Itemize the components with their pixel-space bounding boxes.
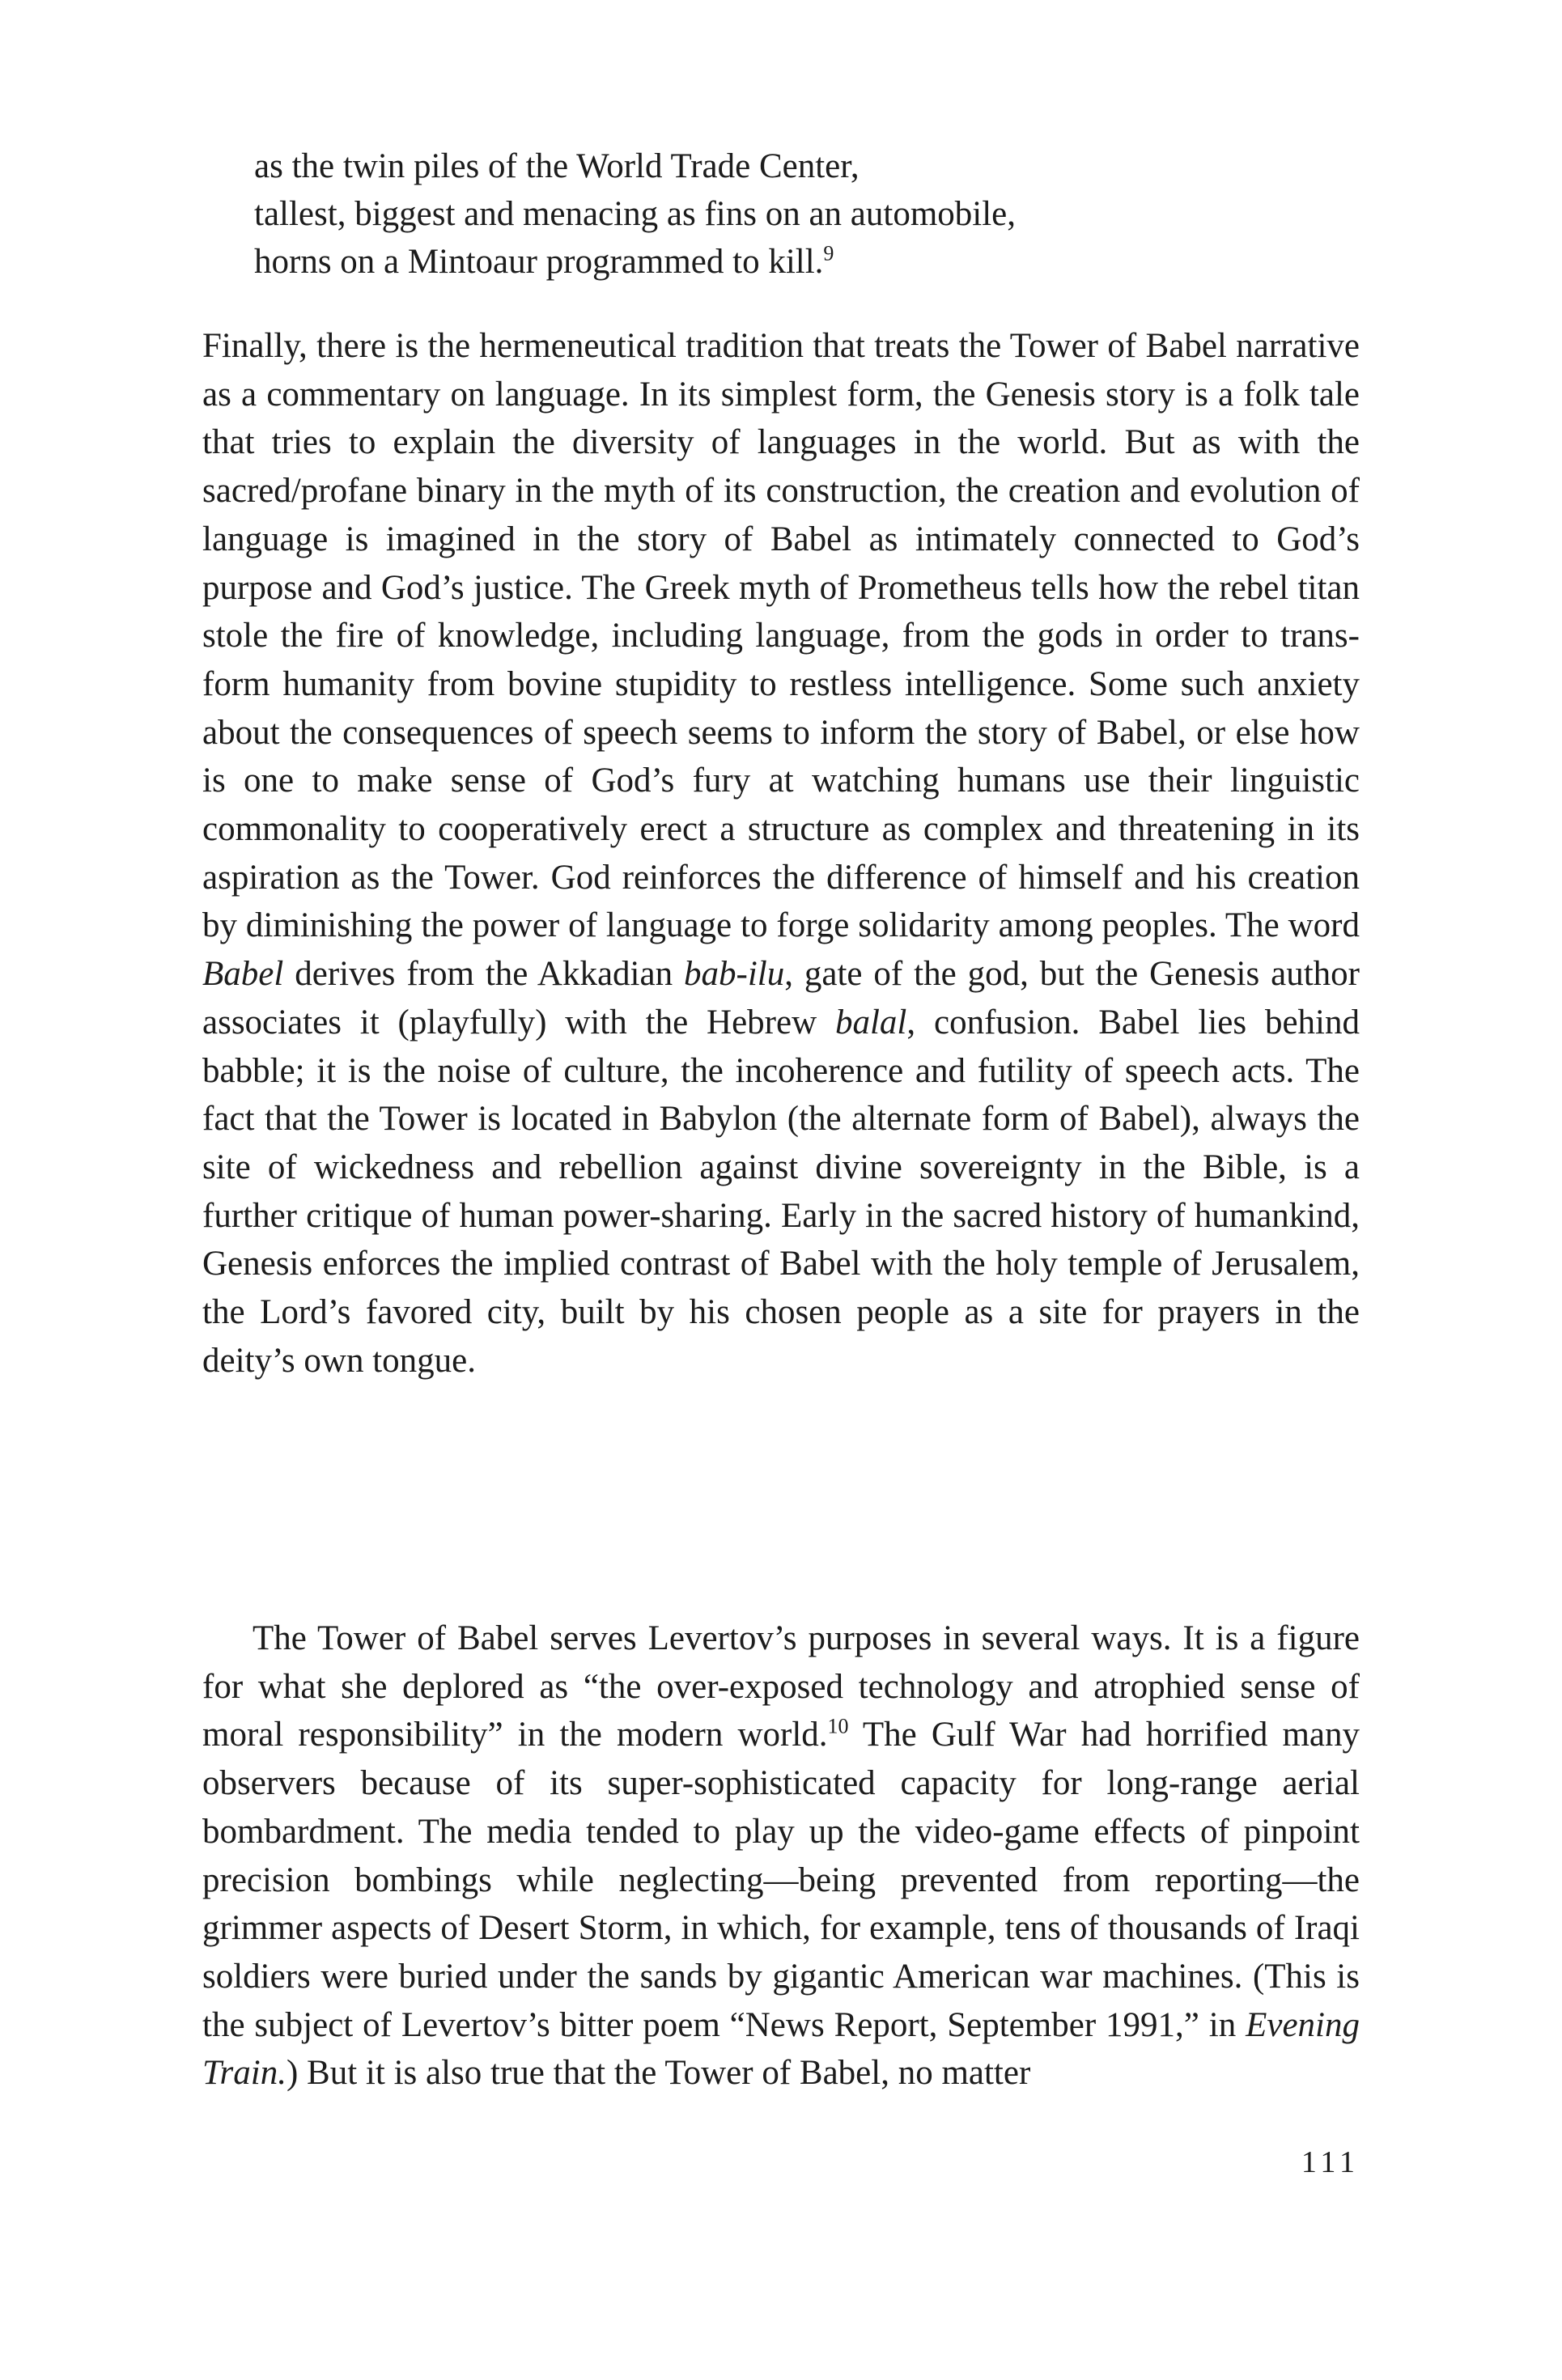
italic-term: bab-ilu <box>684 955 785 994</box>
body-paragraph: The Tower of Babel serves Levertov’s purposes in several ways. It is a figure for what she deplored as “the over-exposed technology and atrophied sense of moral responsibility” in the modern world.$^{10}$ The Gulf War had horrified many observers because of its super-sophisticated capacity for long-range aerial bombardment. The media tended to play up the video-game effects of pinpoint precision bombings while neglecting—being prevented from reporting—the grimmer aspects of Desert Storm, in which, for example, tens of thousands of Iraqi soldiers were buried under the sands by gigantic American war machines. (This is the subject of Levertov’s bitter poem “News Report, September 1991,” in Evening Train.) But it is also true that the Tower of Babel, no matter <box>202 1619 1360 2093</box>
footnote-marker: 10 <box>827 1715 849 1739</box>
verse-quotation <box>254 142 1306 286</box>
italic-term: balal <box>834 1003 907 1042</box>
verse-line: tallest, biggest and menacing as fins on an automobile, <box>254 195 1017 233</box>
book-title: Evening Train. <box>202 2005 1360 2093</box>
body-paragraph: Finally, there is the hermeneutical tradition that treats the Tower of Babel narrative as a commentary on language. In its simplest form, the Genesis story is a folk tale that tries to explain the diversity of languages in the world. But as with the sacred/profane binary in the myth of its construction, the creation and evolution of language is imagined in the story of Babel as intimately connected to God’s purpose and God’s justice. The Greek myth of Prometheus tells how the rebel titan stole the fire of knowledge, including language, from the gods in order to transform humanity from bovine stupidity to restless intelligence. Some such anxiety about the consequences of speech seems to inform the story of Babel, or else how is one to make sense of God’s fury at watching humans use their linguistic commonality to cooperatively erect a structure as complex and threatening in its aspiration as the Tower. God reinforces the difference of himself and his creation by diminishing the power of language to forge solidarity among peoples. The word Babel derives from the Akkadian bab-ilu, gate of the god, but the Genesis author associates it (playfully) with the Hebrew balal, confusion. Babel lies behind babble; it is the noise of culture, the incoherence and futility of speech acts. The fact that the Tower is located in Babylon (the alternate form of Babel), always the site of wickedness and rebellion against divine sovereignty in the Bible, is a further critique of human power-sharing. Early in the sacred history of humankind, Genesis enforces the implied contrast of Babel with the holy temple of Jerusalem, the Lord’s favored city, built by his chosen people as a site for prayers in the deity’s own tongue. <box>202 327 1360 1380</box>
footnote-marker: 9 <box>823 241 834 265</box>
italic-term: Babel <box>202 955 284 994</box>
page-number: 111 <box>1301 2145 1360 2179</box>
verse-line: as the twin piles of the World Trade Center, <box>254 147 860 185</box>
verse-line: horns on a Mintoaur programmed to kill.$^9$ <box>254 241 834 281</box>
